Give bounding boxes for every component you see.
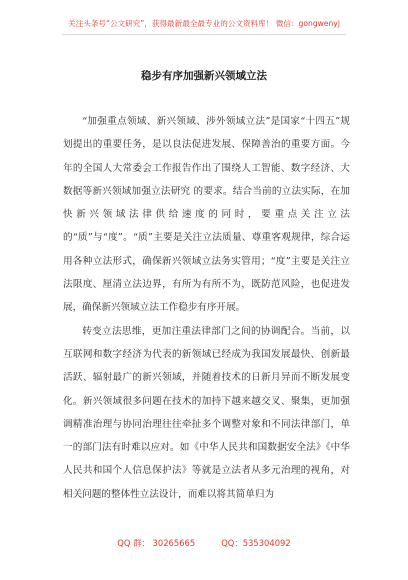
page-header-banner: 关注头条号“公文研究”，获得最新最全最专业的公文资料库！ 微信：gongwenyj — [68, 19, 340, 28]
document-title: 稳步有序加强新兴领域立法 — [141, 70, 267, 82]
footer-qq: QQ：535304092 — [221, 538, 291, 548]
document-body — [63, 110, 350, 506]
body-paragraph: 转变立法思维，更加注重法律部门之间的协调配合。当前，以互联网和数字经济为代表的新领域已经成为我国发展最快、创新最活跃、辐射最广的新兴领域，并随着技术的日新月异而不断发展变化。新兴领域很多问题在技术的加持下越来越交叉、聚集，更加强调精准治理与协同治理往往牵扯多个调整对象和不同法律部门，单一的部门法有时难以应对。如《中华人民共和国数据安全法》《中华人民共和国个人信息保护法》等就是立法者从多元治理的视角，对相关问题的整体性立法设计，而难以将其简单归为 — [63, 325, 350, 500]
header-divider — [62, 34, 346, 35]
page-footer — [0, 537, 408, 549]
body-paragraph: “加强重点领域、新兴领域、涉外领域立法”是国家“十四五”规划提出的重要任务，是以良法促进发展、保障善治的重要方面。今年的全国人大常委会工作报告作出了围绕人工智能、数字经济、大数据等新兴领域加强立法研究 的要求。结合当前的立法实际，在加快新兴领域法律供给速度的同时，要重点关注立法的“质”与“度”。“质”主要是关注立法质量、尊重客观规律，综合运用各种立法形式，确保新兴领域立法务实管用；“度”主要是关注立法限度、厘清立法边界，有所为有所不为，既防范风险，也促进发展，确保新兴领域立法工作稳步有序开展。 — [63, 116, 350, 314]
footer-qq-group: QQ 群： 30265665 — [117, 538, 196, 548]
